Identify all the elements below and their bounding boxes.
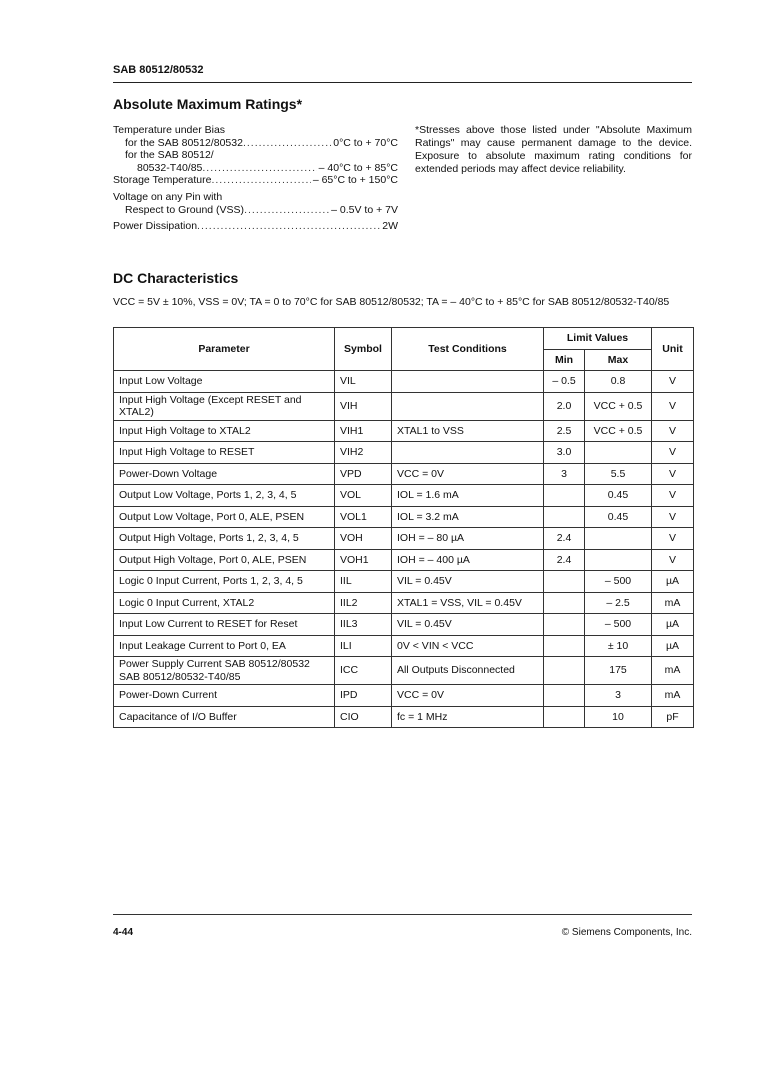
cell-parameter: Capacitance of I/O Buffer [114,706,335,728]
cell-test-conditions: XTAL1 = VSS, VIL = 0.45V [392,592,544,614]
cell-min [544,657,585,685]
cell-unit: mA [652,685,694,707]
table-row [114,506,694,528]
cell-unit: V [652,485,694,507]
cell-min [544,635,585,657]
cell-unit: pF [652,706,694,728]
table-row [114,614,694,636]
table-row [114,392,694,420]
cell-symbol: ILI [335,635,392,657]
col-header-unit: Unit [652,328,694,371]
cell-max [585,442,652,464]
cell-unit: V [652,371,694,393]
cell-test-conditions: IOH = – 400 µA [392,549,544,571]
cell-unit: µA [652,571,694,593]
cell-symbol: VOL1 [335,506,392,528]
cell-min: 3.0 [544,442,585,464]
cell-min: 2.5 [544,420,585,442]
cell-parameter: Input Leakage Current to Port 0, EA [114,635,335,657]
company-credit: © Siemens Components, Inc. [561,927,692,938]
cell-symbol: VIH [335,392,392,420]
cell-parameter: Input Low Voltage [114,371,335,393]
cell-max: – 500 [585,571,652,593]
table-row [114,635,694,657]
cell-min: – 0.5 [544,371,585,393]
page-number: 4-44 [113,927,134,938]
cell-min: 2.4 [544,528,585,550]
cell-max: 3 [585,685,652,707]
cell-unit: V [652,528,694,550]
rating-item: for the SAB 80512/80532 ..... 0°C to + 70°C [113,137,398,150]
cell-symbol: VPD [335,463,392,485]
cell-parameter: Output High Voltage, Ports 1, 2, 3, 4, 5 [114,528,335,550]
absolute-max-ratings-list [113,124,398,233]
cell-test-conditions: All Outputs Disconnected [392,657,544,685]
cell-unit: V [652,506,694,528]
cell-test-conditions: IOL = 3.2 mA [392,506,544,528]
table-row [114,706,694,728]
cell-parameter: Logic 0 Input Current, Ports 1, 2, 3, 4, 5 [114,571,335,593]
cell-symbol: VIL [335,371,392,393]
cell-test-conditions: VCC = 0V [392,685,544,707]
cell-unit: V [652,392,694,420]
cell-max: ± 10 [585,635,652,657]
cell-test-conditions [392,371,544,393]
col-header-parameter: Parameter [114,328,335,371]
absolute-max-heading: Absolute Maximum Ratings* [113,96,303,112]
rating-item: Temperature under Bias [113,124,226,136]
cell-symbol: CIO [335,706,392,728]
cell-min [544,592,585,614]
table-row [114,685,694,707]
cell-test-conditions: 0V < VIN < VCC [392,635,544,657]
cell-parameter: Output Low Voltage, Ports 1, 2, 3, 4, 5 [114,485,335,507]
cell-test-conditions: VIL = 0.45V [392,614,544,636]
dc-characteristics-heading: DC Characteristics [113,270,239,286]
cell-unit: µA [652,635,694,657]
cell-unit: V [652,442,694,464]
table-row [114,371,694,393]
cell-symbol: IIL2 [335,592,392,614]
col-header-test-conditions: Test Conditions [392,328,544,371]
rating-item: Storage Temperature ..... – 65°C to + 150°C [113,174,398,187]
rating-item: Respect to Ground (VSS) ..... – 0.5V to + 7V [113,204,398,217]
rating-item: Voltage on any Pin with [113,190,223,203]
cell-parameter: Input High Voltage (Except RESET and XTAL2) [114,392,335,420]
cell-max: – 500 [585,614,652,636]
cell-max: 5.5 [585,463,652,485]
cell-parameter: Power-Down Current [114,685,335,707]
cell-max: – 2.5 [585,592,652,614]
cell-max: 0.8 [585,371,652,393]
cell-symbol: VOH [335,528,392,550]
cell-unit: V [652,549,694,571]
rating-item: Power Dissipation ..... 2W [113,220,398,233]
cell-test-conditions [392,442,544,464]
cell-parameter: Input High Voltage to RESET [114,442,335,464]
cell-min [544,506,585,528]
cell-max: 10 [585,706,652,728]
table-row [114,463,694,485]
cell-parameter: Input High Voltage to XTAL2 [114,420,335,442]
table-row [114,485,694,507]
col-header-symbol: Symbol [335,328,392,371]
dc-characteristics-table [113,327,694,728]
footer-rule [113,914,692,915]
cell-min [544,685,585,707]
table-row [114,592,694,614]
cell-test-conditions: IOL = 1.6 mA [392,485,544,507]
cell-max: VCC + 0.5 [585,420,652,442]
col-header-limit-values: Limit Values [544,328,652,350]
cell-parameter: Input Low Current to RESET for Reset [114,614,335,636]
table-row [114,420,694,442]
cell-min: 2.0 [544,392,585,420]
cell-max: 0.45 [585,485,652,507]
cell-symbol: VOL [335,485,392,507]
cell-symbol: IIL [335,571,392,593]
cell-test-conditions: fc = 1 MHz [392,706,544,728]
table-row [114,549,694,571]
table-row [114,571,694,593]
col-header-max: Max [585,349,652,371]
cell-max: 175 [585,657,652,685]
cell-symbol: IPD [335,685,392,707]
dc-conditions: VCC = 5V ± 10%, VSS = 0V; TA = 0 to 70°C for SAB 80512/80532; TA = – 40°C to + 85°C for SAB 80512/80532-T40/85 [113,296,670,308]
table-row [114,528,694,550]
cell-min [544,485,585,507]
cell-min [544,614,585,636]
cell-unit: V [652,463,694,485]
cell-unit: mA [652,592,694,614]
cell-symbol: ICC [335,657,392,685]
cell-min [544,571,585,593]
document-header: SAB 80512/80532 [113,64,204,76]
cell-parameter: Logic 0 Input Current, XTAL2 [114,592,335,614]
cell-unit: V [652,420,694,442]
cell-min: 3 [544,463,585,485]
cell-max [585,528,652,550]
cell-test-conditions: VIL = 0.45V [392,571,544,593]
cell-max: 0.45 [585,506,652,528]
cell-test-conditions: IOH = – 80 µA [392,528,544,550]
cell-max: VCC + 0.5 [585,392,652,420]
cell-symbol: VIH1 [335,420,392,442]
table-row [114,442,694,464]
cell-parameter: Output Low Voltage, Port 0, ALE, PSEN [114,506,335,528]
cell-parameter: Power Supply Current SAB 80512/80532 SAB 80512/80532-T40/85 [114,657,335,685]
table-row [114,657,694,685]
cell-unit: mA [652,657,694,685]
stress-note: *Stresses above those listed under "Absolute Maximum Ratings" may cause permanent damage to the device. Exposure to absolute maximum rating conditions for extended periods may affect device reliability. [415,124,692,175]
cell-parameter: Output High Voltage, Port 0, ALE, PSEN [114,549,335,571]
cell-symbol: VOH1 [335,549,392,571]
cell-test-conditions [392,392,544,420]
cell-max [585,549,652,571]
cell-min: 2.4 [544,549,585,571]
cell-symbol: VIH2 [335,442,392,464]
cell-test-conditions: XTAL1 to VSS [392,420,544,442]
cell-unit: µA [652,614,694,636]
cell-test-conditions: VCC = 0V [392,463,544,485]
col-header-min: Min [544,349,585,371]
rating-item: 80532-T40/85 ..... – 40°C to + 85°C [113,162,398,175]
cell-min [544,706,585,728]
rating-item: for the SAB 80512/ [125,149,214,162]
header-rule [113,82,692,83]
cell-symbol: IIL3 [335,614,392,636]
cell-parameter: Power-Down Voltage [114,463,335,485]
